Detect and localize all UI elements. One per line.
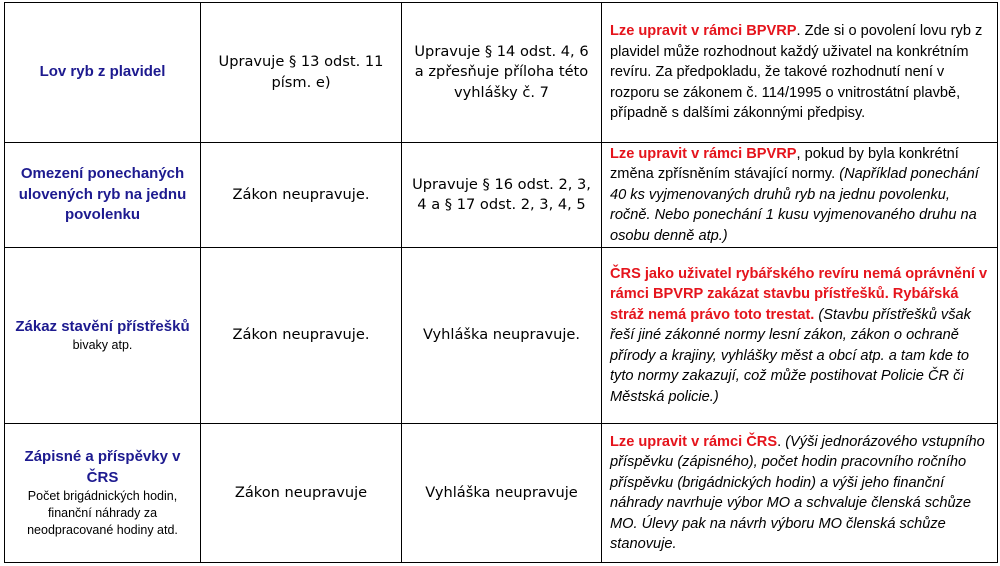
note-text: . Zde si o povolení lovu ryb z plavidel může rozhodnout každý uživatel na konkrétním revíru. Za předpokladu, že takové rozhodnutí není v rozporu se zákonem č. 114/1995 o vnitrostátní plavbě, případně s dalšími zákonnými předpisy. — [610, 23, 983, 122]
topic-cell — [5, 248, 201, 424]
note-cell — [602, 248, 998, 424]
note-highlight: Lze upravit v rámci BPVRP — [610, 145, 797, 162]
note-cell — [602, 3, 998, 143]
table-row — [5, 143, 998, 248]
topic-title: Omezení ponechaných ulovených ryb na jednu povolenku — [18, 165, 187, 224]
rules-comparison-table — [4, 2, 998, 563]
note-cell — [602, 143, 998, 248]
decree-cell: Upravuje § 16 odst. 2, 3, 4 a § 17 odst. 2, 3, 4, 5 — [402, 143, 602, 248]
law-cell: Upravuje § 13 odst. 11 písm. e) — [201, 3, 402, 143]
decree-cell: Vyhláška neupravuje — [402, 424, 602, 563]
note-highlight: ČRS jako uživatel rybářského revíru nemá oprávnění v rámci BPVRP zakázat stavbu přístřešků. Rybářská stráž nemá právo toto trestat. — [610, 265, 988, 323]
note-highlight: Lze upravit v rámci BPVRP — [610, 23, 797, 40]
decree-cell: Vyhláška neupravuje. — [402, 248, 602, 424]
law-cell: Zákon neupravuje. — [201, 248, 402, 424]
table-row — [5, 248, 998, 424]
topic-cell — [5, 424, 201, 563]
topic-cell — [5, 143, 201, 248]
note-highlight: Lze upravit v rámci ČRS — [610, 433, 778, 450]
note-italic: (Stavbu přístřešků však řeší jiné zákonné normy lesní zákon, zákon o ochraně přírody a krajiny, vyhlášky měst a obcí atp. a tam kde to tyto normy zakazují, což může postihovat Policie ČR či Městská policie.) — [610, 306, 971, 405]
note-text: . — [777, 433, 782, 450]
table-row — [5, 424, 998, 563]
topic-title: Lov ryb z plavidel — [39, 63, 166, 81]
topic-subtitle: bivaky atp. — [72, 338, 133, 353]
law-cell: Zákon neupravuje. — [201, 143, 402, 248]
note-cell — [602, 424, 998, 563]
table-row — [5, 3, 998, 143]
decree-cell: Upravuje § 14 odst. 4, 6 a zpřesňuje příloha této vyhlášky č. 7 — [402, 3, 602, 143]
topic-title: Zápisné a příspěvky v ČRS — [24, 448, 181, 486]
topic-subtitle: Počet brigádnických hodin, finanční náhrady za neodpracované hodiny atd. — [27, 489, 178, 537]
topic-cell — [5, 3, 201, 143]
note-italic: (Například ponechání 40 ks vyjmenovaných druhů ryb na jednu povolenku, ročně. Nebo ponechání 1 kusu vyjmenovaného druhu na osobu denně atp.) — [610, 166, 979, 244]
law-cell: Zákon neupravuje — [201, 424, 402, 563]
note-text: , pokud by byla konkrétní změna zpřísněním stávající normy. — [610, 145, 959, 183]
topic-title: Zákaz stavění přístřešků — [15, 317, 190, 335]
note-italic: (Výši jednorázového vstupního příspěvku (zápisného), počet hodin pracovního ročního příspěvku (brigádnických hodin) a výši jeho finanční náhrady navrhuje výbor MO a schvaluje členská schůze MO. Úlevy pak na návrh výboru MO členská schůze stanovuje. — [610, 433, 985, 552]
